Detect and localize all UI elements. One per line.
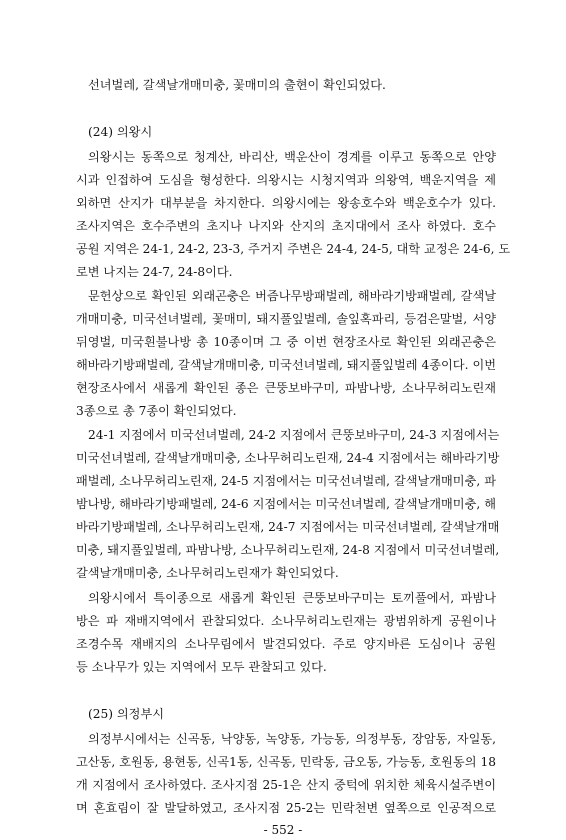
paragraph-line: 조사지역은 호수주변의 초지나 나지와 산지의 초지대에서 조사 하였다. 호수 — [76, 219, 496, 233]
paragraph-line: 의왕시는 동쪽으로 청계산, 바리산, 백운산이 경계를 이루고 동쪽으로 안양 — [88, 150, 496, 164]
section-heading-24: (24) 의왕시 — [88, 125, 153, 139]
paragraph-line: 24-1 지점에서 미국선녀벌레, 24-2 지점에서 큰뚱보바구미, 24-3 지점에서는 — [88, 428, 500, 442]
paragraph-line: 시과 인접하여 도심을 형성한다. 의왕시는 시청지역과 의왕역, 백운지역을 제 — [76, 173, 496, 187]
section-heading-25: (25) 의정부시 — [88, 707, 164, 721]
paragraph-line: 며 혼효림이 잘 발달하였고, 조사지점 25-2는 민락천변 옆쪽으로 인공적으로 — [76, 801, 496, 815]
paragraph-line: 해바라기방패벌레, 갈색날개매미충, 미국선녀벌레, 돼지풀잎벌레 4종이다. 이번 — [76, 358, 496, 372]
paragraph-line: 선녀벌레, 갈색날개매미충, 꽃매미의 출현이 확인되었다. — [88, 78, 386, 92]
paragraph-line: 갈색날개매미충, 소나무허리노린재가 확인되었다. — [76, 566, 339, 580]
paragraph-line: 등 소나무가 있는 지역에서 모두 관찰되고 있다. — [76, 660, 327, 674]
paragraph-line: 의왕시에서 특이종으로 새롭게 확인된 큰뚱보바구미는 토끼풀에서, 파밤나 — [88, 591, 496, 605]
paragraph-line: 현장조사에서 새롭게 확인된 종은 큰뚱보바구미, 파밤나방, 소나무허리노린재 — [76, 381, 496, 395]
paragraph-line: 미충, 돼지풀잎벌레, 파밤나방, 소나무허리노린재, 24-8 지점에서 미국선녀벌레, — [76, 543, 500, 557]
paragraph-line: 패벌레, 소나무허리노린재, 24-5 지점에서는 미국선녀벌레, 갈색날개매미충, 파 — [76, 474, 496, 488]
paragraph-line: 고산동, 호원동, 용현동, 신곡1동, 신곡동, 민락동, 금오동, 가능동, 호원동의 18 — [76, 755, 496, 769]
paragraph-line: 바라기방패벌레, 소나무허리노린재, 24-7 지점에서는 미국선녀벌레, 갈색날개매 — [76, 520, 500, 534]
paragraph-line: 개매미충, 미국선녀벌레, 꽃매미, 돼지풀잎벌레, 솔잎혹파리, 등검은말벌, 서양 — [76, 312, 496, 326]
paragraph-line: 미국선녀벌레, 갈색날개매미충, 소나무허리노린재, 24-4 지점에서는 해바라기방 — [76, 451, 500, 465]
paragraph-line: 문헌상으로 확인된 외래곤충은 버즘나무방패벌레, 해바라기방패벌레, 갈색날 — [88, 289, 496, 303]
paragraph-line: 의정부시에서는 신곡동, 낙양동, 녹양동, 가능동, 의정부동, 장암동, 자일동, — [88, 732, 496, 746]
paragraph-line: 외하면 산지가 대부분을 차지한다. 의왕시에는 왕송호수와 백운호수가 있다. — [76, 196, 496, 210]
page-number: - 552 - — [263, 823, 303, 837]
paragraph-line: 뒤영벌, 미국흰불나방 총 10종이며 그 중 이번 현장조사로 확인된 외래곤충은 — [76, 335, 496, 349]
paragraph-line: 로변 나지는 24-7, 24-8이다. — [76, 265, 233, 279]
paragraph-line: 공원 지역은 24-1, 24-2, 23-3, 주거지 주변은 24-4, 24-5, 대학 교정은 24-6, 도 — [76, 242, 511, 256]
paragraph-line: 개 지점에서 조사하였다. 조사지점 25-1은 산지 중턱에 위치한 체육시설주변이 — [76, 778, 496, 792]
paragraph-line: 밤나방, 해바라기방패벌레, 24-6 지점에서는 미국선녀벌레, 갈색날개매미충, 해 — [76, 497, 496, 511]
paragraph-line: 조경수목 재배지의 소나무림에서 발견되었다. 주로 양지바른 도심이나 공원 — [76, 637, 496, 651]
paragraph-line: 방은 파 재배지역에서 관찰되었다. 소나무허리노린재는 광범위하게 공원이나 — [76, 614, 496, 628]
paragraph-line: 3종으로 총 7종이 확인되었다. — [76, 404, 237, 418]
